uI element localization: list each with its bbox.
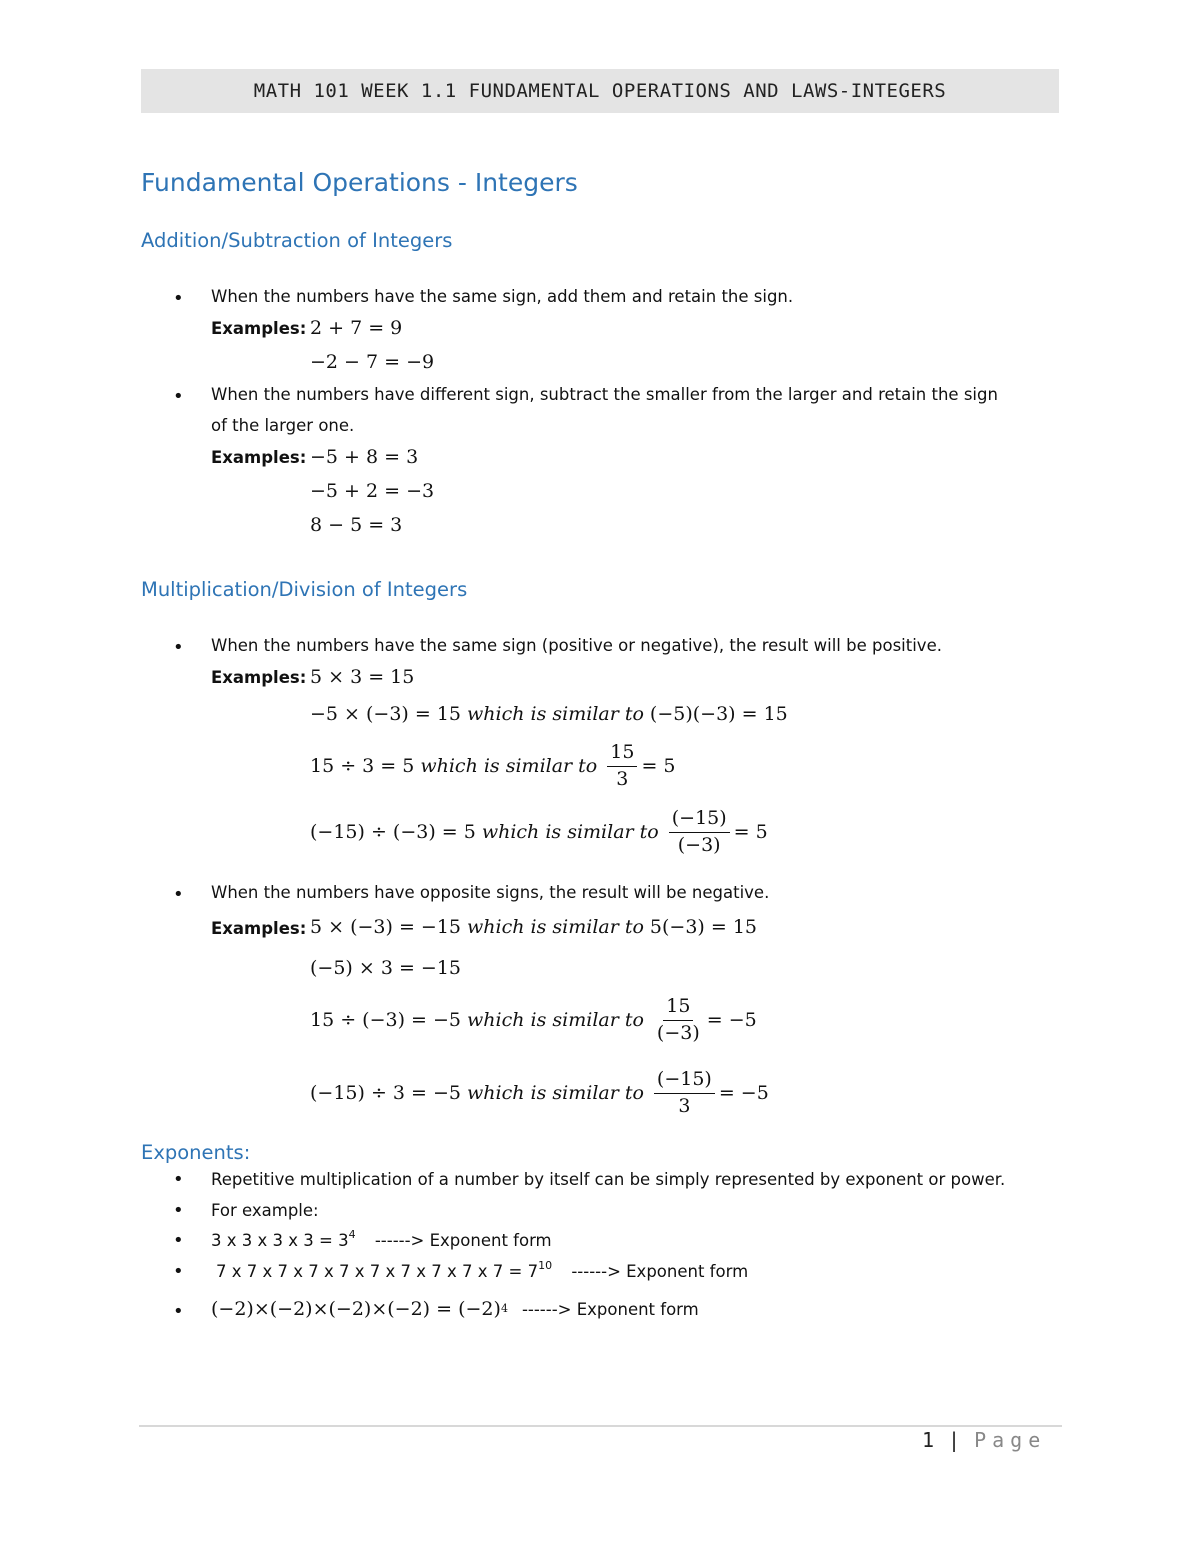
- rule-opposite-sign-negative: When the numbers have opposite signs, the result will be negative.: [211, 883, 770, 902]
- example-equation: (−15) ÷ 3 = −5 which is similar to $\frac{(-15)}{3}$ = −5: [310, 1068, 769, 1117]
- header-title: MATH 101 WEEK 1.1 FUNDAMENTAL OPERATIONS AND LAWS-INTEGERS: [253, 80, 947, 102]
- exponent-definition: Repetitive multiplication of a number by itself can be simply represented by exponent or power.: [211, 1170, 1006, 1189]
- example-equation: 5 × (−3) = −15 which is similar to 5(−3) = 15: [310, 916, 758, 938]
- example-equation: 5 × 3 = 15: [310, 666, 415, 688]
- rule-same-sign-add: When the numbers have the same sign, add them and retain the sign.: [211, 287, 794, 306]
- rule-same-sign-positive: When the numbers have the same sign (positive or negative), the result will be positive.: [211, 636, 942, 655]
- bullet-icon: •: [173, 386, 184, 407]
- page-number: 1: [922, 1428, 935, 1452]
- document-title: Fundamental Operations - Integers: [141, 168, 578, 197]
- bullet-icon: •: [173, 1261, 184, 1282]
- example-equation: 15 ÷ (−3) = −5 which is similar to $\frac{15}{(-3)}$ = −5: [310, 995, 757, 1044]
- example-equation: (−5) × 3 = −15: [310, 957, 462, 979]
- examples-label: Examples:: [211, 319, 307, 338]
- rule-different-sign-line1: When the numbers have different sign, subtract the smaller from the larger and retain the sign: [211, 385, 998, 404]
- example-equation: −5 × (−3) = 15 which is similar to (−5)(−3) = 15: [310, 703, 788, 725]
- fraction: $\frac{(-15)}{(-3)}$: [669, 808, 730, 857]
- example-equation: −2 − 7 = −9: [310, 351, 435, 373]
- bullet-icon: •: [173, 884, 184, 905]
- page-footer: [922, 1428, 1046, 1452]
- example-equation: 2 + 7 = 9: [310, 317, 403, 339]
- heading-multiplication-division: Multiplication/Division of Integers: [141, 578, 468, 601]
- example-equation: 15 ÷ 3 = 5 which is similar to $\frac{15}{3}$ = 5: [310, 741, 676, 790]
- example-equation: (−15) ÷ (−3) = 5 which is similar to $\frac{(-15)}{(-3)}$ = 5: [310, 807, 768, 856]
- bullet-icon: •: [173, 1169, 184, 1190]
- example-equation: 8 − 5 = 3: [310, 514, 403, 536]
- heading-addition-subtraction: Addition/Subtraction of Integers: [141, 229, 453, 252]
- exponent-for-example: For example:: [211, 1201, 319, 1220]
- exponent-example-7: 7 x 7 x 7 x 7 x 7 x 7 x 7 x 7 x 7 x $7 = 7^{10}$ ------> Exponent form: [216, 1259, 749, 1281]
- bullet-icon: •: [173, 288, 184, 309]
- bullet-icon: •: [173, 1301, 184, 1322]
- footer-separator: |: [948, 1428, 961, 1452]
- rule-different-sign-line2: of the larger one.: [211, 416, 355, 435]
- page-header: [141, 69, 1059, 113]
- examples-label: Examples:: [211, 919, 307, 938]
- examples-label: Examples:: [211, 668, 307, 687]
- page-label: Page: [974, 1428, 1047, 1452]
- bullet-icon: •: [173, 637, 184, 658]
- heading-exponents: Exponents:: [141, 1141, 251, 1164]
- examples-label: Examples:: [211, 448, 307, 467]
- footer-divider: [139, 1425, 1062, 1427]
- fraction: $\frac{15}{3}$: [607, 742, 637, 791]
- fraction: $\frac{(-15)}{3}$: [654, 1069, 715, 1118]
- bullet-icon: •: [173, 1200, 184, 1221]
- bullet-icon: •: [173, 1230, 184, 1251]
- example-equation: −5 + 8 = 3: [310, 446, 419, 468]
- fraction: $\frac{15}{(-3)}$: [656, 995, 700, 1044]
- exponent-example-3: 3 x 3 x 3 x $3 = 3^4$ ------> Exponent form: [211, 1228, 552, 1250]
- example-equation: −5 + 2 = −3: [310, 480, 435, 502]
- exponent-example-neg2: (−2)×(−2)×(−2)×(−2) = (−2) 4 ------> Exponent form: [211, 1298, 699, 1320]
